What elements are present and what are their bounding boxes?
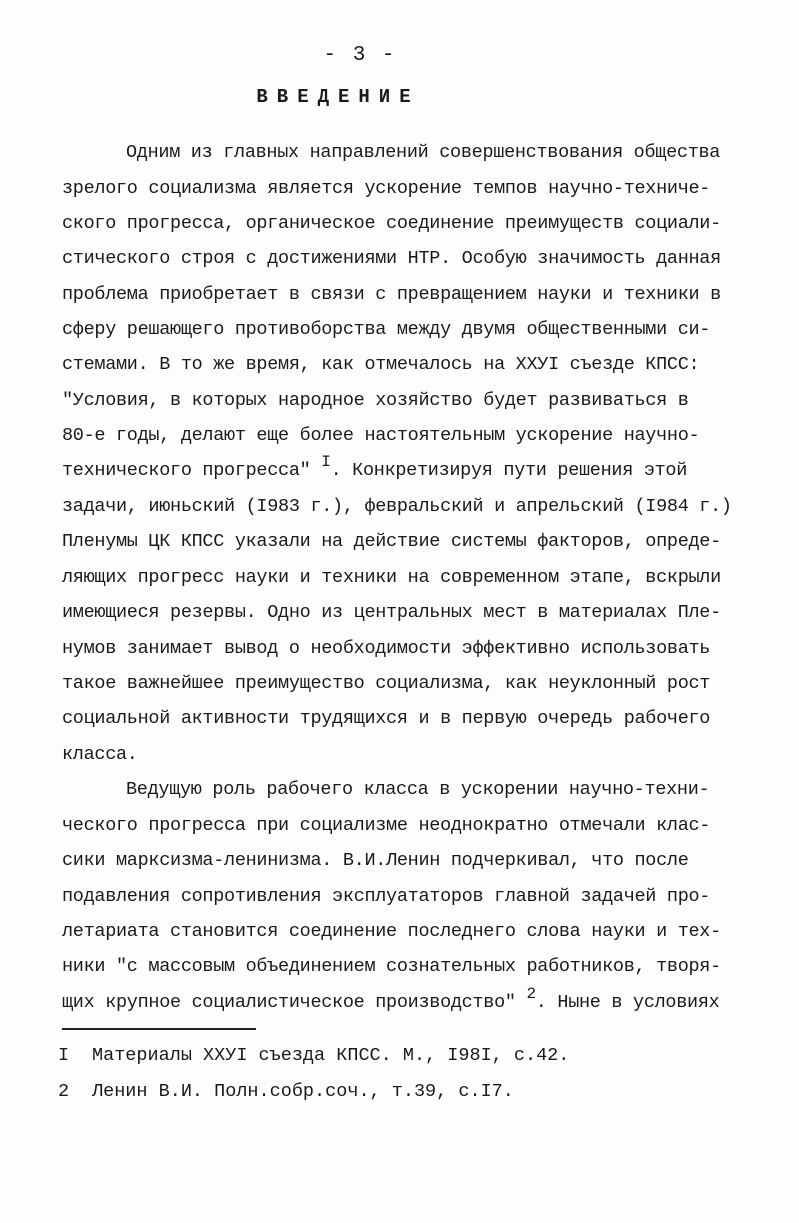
text-line: Одним из главных направлений совершенствования общества: [126, 142, 721, 163]
text-line: подавления сопротивления эксплуататоров главной задачей про-: [62, 886, 711, 907]
text-line: такое важнейшее преимущество социализма, как неуклонный рост: [62, 673, 711, 694]
text-fragment: технического прогресса": [62, 460, 322, 481]
text-line: сики марксизма-ленинизма. В.И.Ленин подчеркивал, что после: [62, 850, 689, 871]
text-line: ческого прогресса при социализме неоднократно отмечали клас-: [62, 815, 711, 836]
footnote-text: Материалы XXУI съезда КПСС. М., I98I, с.42.: [92, 1045, 570, 1066]
text-line: Ведущую роль рабочего класса в ускорении научно-техни-: [126, 779, 710, 800]
footnote-2: [58, 1077, 514, 1107]
footnote-text: Ленин В.И. Полн.собр.соч., т.39, с.I7.: [92, 1081, 514, 1102]
section-heading: ВВЕДЕНИЕ: [256, 86, 420, 108]
text-line: проблема приобретает в связи с превращением науки и техники в: [62, 284, 721, 305]
text-line: 80-е годы, делают еще более настоятельным ускорение научно-: [62, 425, 700, 446]
text-line: сферу решающего противоборства между двумя общественными си-: [62, 319, 711, 340]
text-line: задачи, июньский (I983 г.), февральский и апрельский (I984 г.): [62, 496, 732, 517]
text-line: имеющиеся резервы. Одно из центральных мест в материалах Пле-: [62, 602, 721, 623]
text-line: "Условия, в которых народное хозяйство будет развиваться в: [62, 390, 689, 411]
text-line: ники "с массовым объединением сознательных работников, творя-: [62, 956, 721, 977]
text-fragment: . Ныне в условиях: [535, 992, 720, 1013]
text-line: ляющих прогресс науки и техники на современном этапе, вскрыли: [62, 567, 721, 588]
text-fragment: . Конкретизируя пути решения этой: [330, 460, 688, 481]
text-line: летариата становится соединение последнего слова науки и тех-: [62, 921, 721, 942]
text-fragment: щих крупное социалистическое производство": [62, 992, 527, 1013]
text-line: стемами. В то же время, как отмечалось на XXУI съезде КПСС:: [62, 354, 700, 375]
text-line-with-footnote-ref: [62, 985, 720, 1018]
text-line-with-footnote-ref: [62, 453, 688, 486]
text-line: ского прогресса, органическое соединение преимуществ социали-: [62, 213, 721, 234]
text-line: нумов занимает вывод о необходимости эффективно использовать: [62, 638, 711, 659]
footnote-number: 2: [58, 1081, 70, 1102]
text-line: социальной активности трудящихся и в первую очередь рабочего: [62, 708, 711, 729]
text-line: Пленумы ЦК КПСС указали на действие системы факторов, опреде-: [62, 531, 721, 552]
text-line: класса.: [62, 744, 138, 765]
footnote-1: [58, 1041, 569, 1071]
footnote-number: I: [58, 1045, 70, 1066]
footnote-divider: [62, 1028, 256, 1030]
text-line: стического строя с достижениями НТР. Особую значимость данная: [62, 248, 721, 269]
text-line: зрелого социализма является ускорение темпов научно-техниче-: [62, 178, 711, 199]
footnote-ref-1: I: [321, 453, 331, 471]
page-number: - 3 -: [323, 44, 397, 67]
footnote-ref-2: 2: [526, 985, 536, 1003]
